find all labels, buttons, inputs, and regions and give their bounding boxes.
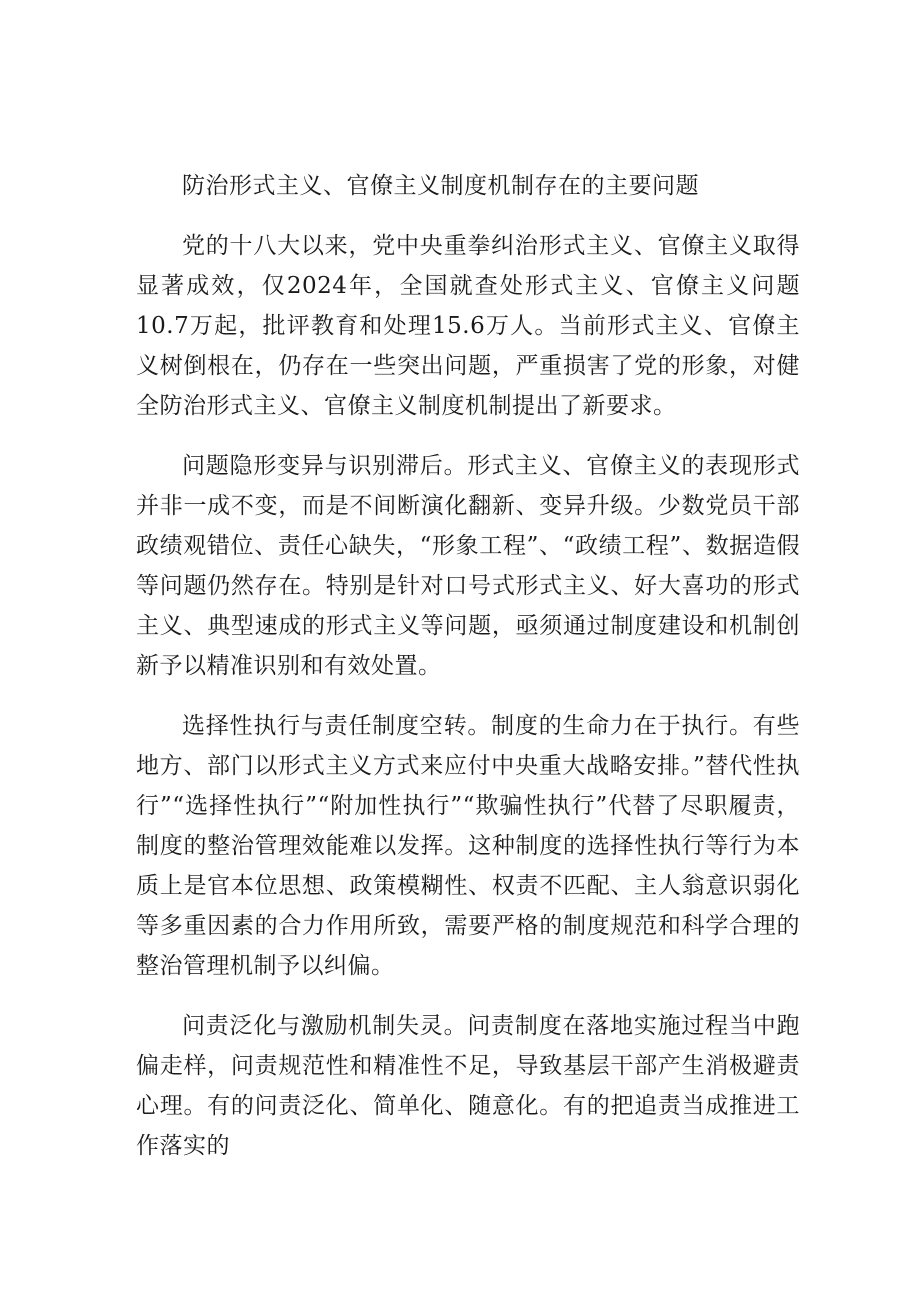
paragraph-selective-execution: 选择性执行与责任制度空转。制度的生命力在于执行。有些地方、部门以形式主义方式来应付中央重大战略安排。”替代性执行”“选择性执行”“附加性执行”“欺骗性执行”代替了尽职履责，制度的整治管理效能难以发挥。这种制度的选择性执行等行为本质上是官本位思想、政策模糊性、权责不匹配、主人翁意识弱化等多重因素的合力作用所致，需要严格的制度规范和科学合理的整治管理机制予以纠偏。 xyxy=(136,713,800,979)
paragraph-intro: 党的十八大以来，党中央重拳纠治形式主义、官僚主义取得显著成效，仅2024年，全国就查处形式主义、官僚主义问题10.7万起，批评教育和处理15.6万人。当前形式主义、官僚主义树倒根在，仍存在一些突出问题，严重损害了党的形象，对健全防治形式主义、官僚主义制度机制提出了新要求。 xyxy=(136,233,800,419)
paragraph-accountability: 问责泛化与激励机制失灵。问责制度在落地实施过程当中跑偏走样，问责规范性和精准性不足，导致基层干部产生消极避责心理。有的问责泛化、简单化、随意化。有的把追责当成推进工作落实的 xyxy=(136,1013,800,1159)
document-body xyxy=(136,166,800,1186)
paragraph-hidden-variation: 问题隐形变异与识别滞后。形式主义、官僚主义的表现形式并非一成不变，而是不间断演化翻新、变异升级。少数党员干部政绩观错位、责任心缺失，“形象工程”、“政绩工程”、数据造假等问题仍然存在。特别是针对口号式形式主义、好大喜功的形式主义、典型速成的形式主义等问题，亟须通过制度建设和机制创新予以精准识别和有效处置。 xyxy=(136,453,800,679)
document-title: 防治形式主义、官僚主义制度机制存在的主要问题 xyxy=(182,173,699,199)
